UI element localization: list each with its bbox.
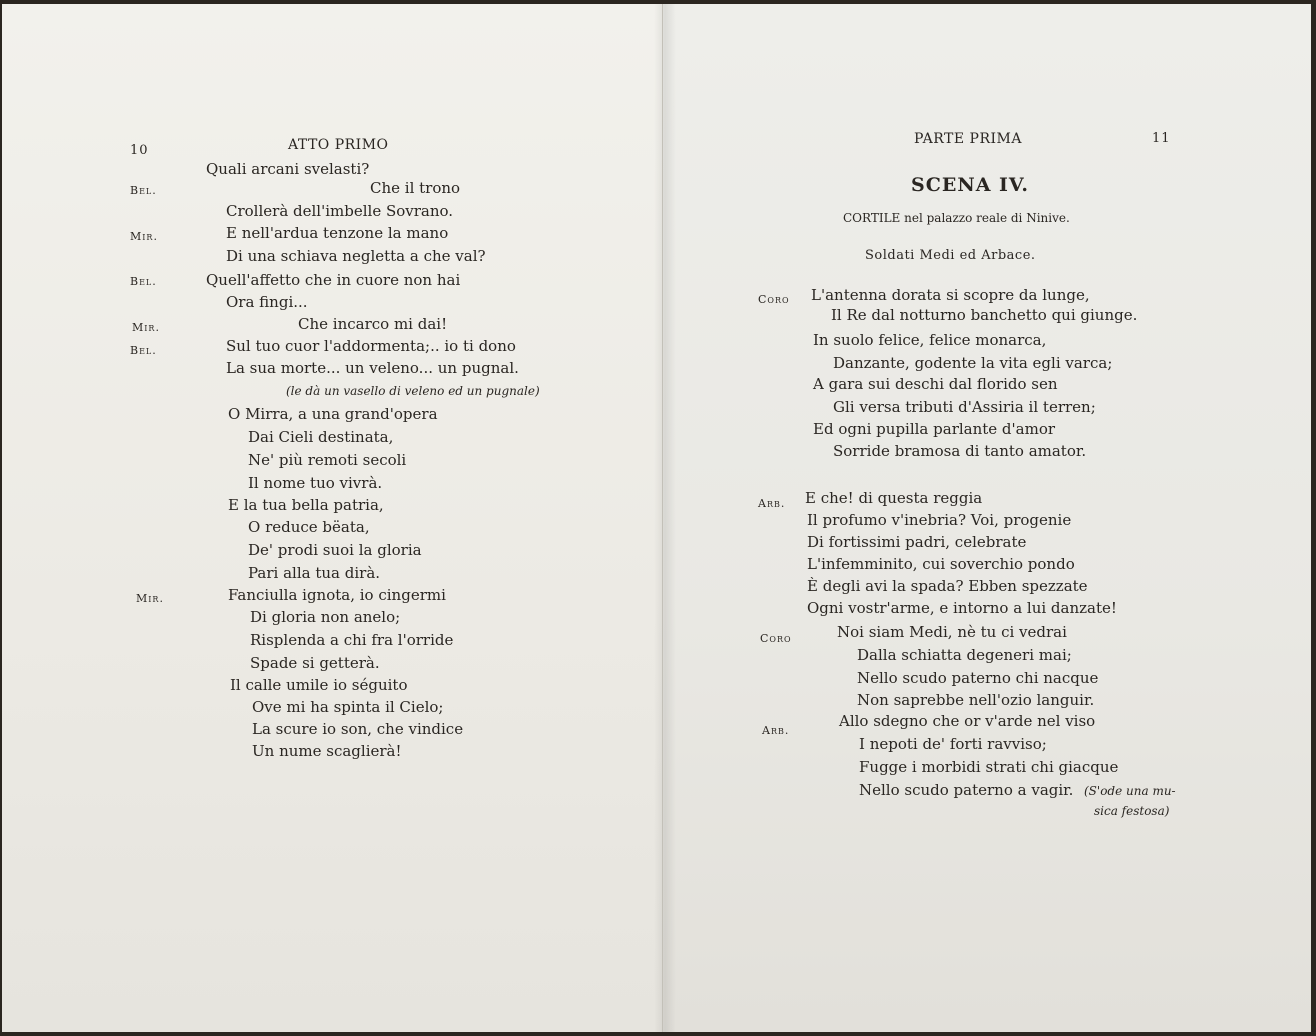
verse-line: Che incarco mi dai! [298,315,448,333]
verse-line: Crollerà dell'imbelle Sovrano. [226,202,454,220]
running-header: PARTE PRIMA [914,131,1022,147]
stage-direction: sica festosa) [1094,804,1170,818]
verse-line: Nello scudo paterno chi nacque [857,669,1099,687]
verse-line: Che il trono [370,179,461,197]
verse-line: Di fortissimi padri, celebrate [807,533,1027,551]
verse-line: Di gloria non anelo; [250,608,401,626]
book-gutter [654,4,676,1032]
verse-line: Ove mi ha spinta il Cielo; [252,698,444,716]
verse-line: L'antenna dorata si scopre da lunge, [811,286,1090,304]
scene-cast: Soldati Medi ed Arbace. [865,248,1036,263]
verse-line: Gli versa tributi d'Assiria il terren; [833,398,1096,416]
verse-line: Di una schiava negletta a che val? [226,247,486,265]
verse-line: Sorride bramosa di tanto amator. [833,442,1087,460]
verse-line: Ed ogni pupilla parlante d'amor [813,420,1056,438]
verse-line: I nepoti de' forti ravviso; [859,735,1047,753]
speaker-label: Arb. [762,724,790,737]
page-number: 11 [1152,131,1171,146]
page-number: 10 [130,143,149,158]
verse-line: Dalla schiatta degeneri mai; [857,646,1072,664]
verse-line: E la tua bella patria, [228,496,384,514]
speaker-label: Arb. [758,497,786,510]
verse-line: Spade si getterà. [250,654,380,672]
verse-line: Quell'affetto che in cuore non hai [206,271,461,289]
verse-line: Pari alla tua dirà. [248,564,381,582]
scene-title: SCENA IV. [911,174,1029,196]
verse-line: Noi siam Medi, nè tu ci vedrai [837,623,1067,641]
verse-line: Nello scudo paterno a vagir. [859,781,1074,799]
verse-line: O reduce bëata, [248,518,370,536]
verse-line: L'infemminito, cui soverchio pondo [807,555,1075,573]
verse-line: La sua morte... un veleno... un pugnal. [226,359,519,377]
speaker-label: Bel. [130,344,157,357]
verse-line: Il profumo v'inebria? Voi, progenie [807,511,1072,529]
verse-line: La scure io son, che vindice [252,720,464,738]
verse-line: È degli avi la spada? Ebben spezzate [807,577,1088,595]
left-page [2,4,663,1032]
speaker-label: Coro [758,293,790,306]
verse-line: Quali arcani svelasti? [206,160,370,178]
verse-line: Fanciulla ignota, io cingermi [228,586,446,604]
verse-line: A gara sui deschi dal florido sen [813,375,1058,393]
verse-line: Fugge i morbidi strati chi giacque [859,758,1119,776]
right-page [663,4,1311,1032]
verse-line: Un nume scaglierà! [252,742,402,760]
verse-line: E che! di questa reggia [805,489,983,507]
stage-direction: (le dà un vasello di veleno ed un pugnale) [286,384,540,398]
verse-line: In suolo felice, felice monarca, [813,331,1047,349]
verse-line: Risplenda a chi fra l'orride [250,631,454,649]
verse-line: Dai Cieli destinata, [248,428,394,446]
verse-line: Allo sdegno che or v'arde nel viso [839,712,1096,730]
speaker-label: Mir. [132,321,160,334]
speaker-label: Bel. [130,275,157,288]
verse-line: Il Re dal notturno banchetto qui giunge. [831,306,1138,324]
speaker-label: Mir. [130,230,158,243]
verse-line: Il nome tuo vivrà. [248,474,383,492]
speaker-label: Coro [760,632,792,645]
stage-direction: (S'ode una mu- [1084,784,1176,798]
speaker-label: Bel. [130,184,157,197]
verse-line: Il calle umile io séguito [230,676,408,694]
running-header: ATTO PRIMO [288,137,389,153]
scene-setting: CORTILE nel palazzo reale di Ninive. [843,211,1070,225]
verse-line: E nell'ardua tenzone la mano [226,224,449,242]
speaker-label: Mir. [136,592,164,605]
verse-line: Ogni vostr'arme, e intorno a lui danzate! [807,599,1117,617]
verse-line: De' prodi suoi la gloria [248,541,422,559]
verse-line: Danzante, godente la vita egli varca; [833,354,1113,372]
verse-line: Sul tuo cuor l'addormenta;.. io ti dono [226,337,516,355]
verse-line: Ne' più remoti secoli [248,451,407,469]
verse-line: O Mirra, a una grand'opera [228,405,438,423]
verse-line: Non saprebbe nell'ozio languir. [857,691,1095,709]
verse-line: Ora fingi... [226,293,308,311]
